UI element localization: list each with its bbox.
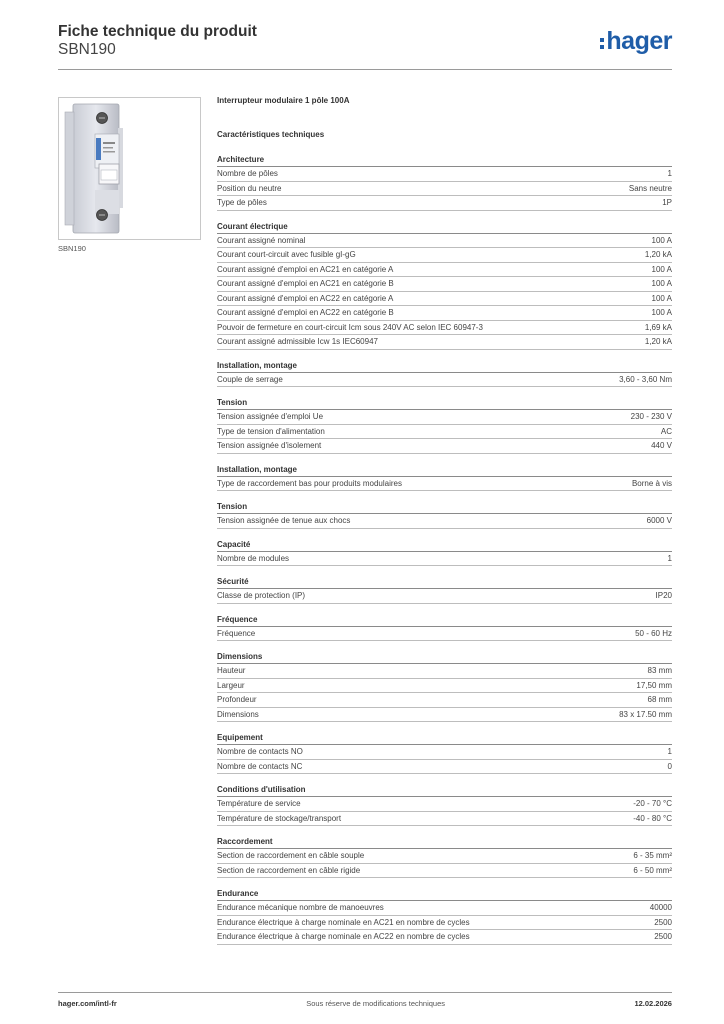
spec-label: Section de raccordement en câble souple	[217, 851, 365, 860]
spec-value: 0	[667, 761, 672, 771]
footer-website[interactable]: hager.com/intl-fr	[58, 999, 117, 1008]
spec-value: 100 A	[651, 235, 672, 245]
spec-label: Profondeur	[217, 695, 257, 704]
spec-label: Position du neutre	[217, 183, 282, 193]
spec-row	[217, 439, 672, 454]
spec-label: Nombre de contacts NC	[217, 761, 303, 771]
spec-group	[217, 153, 672, 211]
spec-label: Courant assigné d'emploi en AC21 en catégorie A	[217, 264, 394, 274]
circuit-switch-illustration	[59, 98, 200, 239]
spec-row	[217, 277, 672, 292]
spec-row	[217, 812, 672, 827]
spec-value: 50 - 60 Hz	[635, 628, 672, 638]
spec-label: Nombre de modules	[217, 553, 290, 563]
spec-group-title: Tension	[217, 396, 672, 410]
spec-row	[217, 864, 672, 879]
spec-value: 100 A	[651, 279, 672, 288]
product-reference: SBN190	[58, 41, 116, 58]
spec-label: Courant assigné admissible Icw 1s IEC60947	[217, 337, 378, 346]
photo-caption: SBN190	[58, 244, 86, 253]
spec-group-title: Sécurité	[217, 575, 672, 589]
spec-row	[217, 167, 672, 182]
spec-value: 83 x 17.50 mm	[619, 709, 672, 719]
section-heading: Caractéristiques techniques	[217, 130, 325, 139]
spec-value: 2500	[654, 917, 672, 927]
spec-group-title: Capacité	[217, 538, 672, 552]
spec-label: Fréquence	[217, 628, 256, 638]
spec-group	[217, 575, 672, 604]
spec-value: 6 - 50 mm²	[633, 865, 672, 875]
spec-row	[217, 514, 672, 529]
spec-group-title: Courant électrique	[217, 220, 672, 234]
spec-group-title: Installation, montage	[217, 463, 672, 477]
spec-label: Type de tension d'alimentation	[217, 426, 325, 436]
spec-label: Classe de protection (IP)	[217, 591, 306, 600]
spec-label: Courant assigné d'emploi en AC21 en catégorie B	[217, 279, 394, 288]
spec-row	[217, 679, 672, 694]
spec-value: 1	[667, 169, 672, 178]
spec-row	[217, 410, 672, 425]
spec-label: Endurance électrique à charge nominale en AC21 en nombre de cycles	[217, 917, 470, 927]
spec-value: 6 - 35 mm²	[633, 851, 672, 860]
spec-value: 100 A	[651, 293, 672, 303]
spec-group-title: Architecture	[217, 153, 672, 167]
spec-group	[217, 731, 672, 774]
spec-label: Courant assigné d'emploi en AC22 en catégorie A	[217, 293, 394, 303]
spec-row	[217, 797, 672, 812]
spec-group	[217, 396, 672, 454]
spec-value: 2500	[654, 932, 672, 941]
spec-value: 1,20 kA	[644, 337, 672, 346]
spec-value: 100 A	[651, 308, 672, 317]
spec-label: Température de service	[217, 799, 301, 808]
spec-group-title: Dimensions	[217, 650, 672, 664]
spec-label: Tension assignée de tenue aux chocs	[217, 516, 351, 525]
spec-label: Tension assignée d'emploi Ue	[217, 412, 324, 421]
spec-row	[217, 182, 672, 197]
spec-group-title: Conditions d'utilisation	[217, 783, 672, 797]
spec-label: Tension assignée d'isolement	[217, 441, 322, 450]
spec-group	[217, 500, 672, 529]
spec-label: Endurance mécanique nombre de manoeuvres	[217, 903, 384, 912]
spec-label: Température de stockage/transport	[217, 813, 342, 823]
spec-value: 1	[667, 747, 672, 756]
page-title: Fiche technique du produit	[58, 23, 257, 40]
spec-row	[217, 477, 672, 492]
spec-value: 1	[667, 553, 672, 563]
spec-label: Pouvoir de fermeture en court-circuit Icm sous 240V AC selon IEC 60947-3	[217, 322, 483, 332]
spec-label: Courant assigné nominal	[217, 235, 306, 245]
spec-group-title: Installation, montage	[217, 359, 672, 373]
spec-row	[217, 321, 672, 336]
spec-value: 40000	[649, 903, 672, 912]
spec-row	[217, 306, 672, 321]
footer-disclaimer: Sous réserve de modifications techniques	[306, 999, 446, 1008]
spec-label: Hauteur	[217, 666, 246, 675]
spec-groups	[217, 153, 672, 945]
spec-row	[217, 335, 672, 350]
spec-row	[217, 292, 672, 307]
specifications	[217, 94, 672, 954]
spec-group	[217, 613, 672, 642]
spec-row	[217, 916, 672, 931]
spec-row	[217, 708, 672, 723]
spec-row	[217, 849, 672, 864]
hager-logo	[600, 26, 672, 56]
spec-value: Sans neutre	[628, 183, 672, 193]
spec-label: Largeur	[217, 680, 245, 690]
spec-value: 100 A	[651, 264, 672, 274]
page-footer	[58, 992, 672, 1008]
spec-row	[217, 901, 672, 916]
spec-group-title: Tension	[217, 500, 672, 514]
logo-text: hager	[606, 26, 672, 55]
spec-label: Nombre de pôles	[217, 169, 278, 178]
spec-value: 3,60 - 3,60 Nm	[619, 374, 672, 384]
spec-group-title: Equipement	[217, 731, 672, 745]
spec-value: 1P	[662, 198, 672, 207]
spec-value: -20 - 70 °C	[633, 799, 672, 808]
spec-label: Nombre de contacts NO	[217, 747, 303, 756]
spec-row	[217, 693, 672, 708]
spec-row	[217, 589, 672, 604]
spec-group	[217, 538, 672, 567]
spec-group	[217, 783, 672, 826]
logo-dots-icon	[600, 38, 604, 49]
spec-value: Borne à vis	[631, 478, 672, 488]
spec-value: 1,69 kA	[644, 322, 672, 332]
spec-group	[217, 359, 672, 388]
spec-group	[217, 463, 672, 492]
spec-value: AC	[660, 426, 672, 436]
spec-group-title: Raccordement	[217, 835, 672, 849]
spec-label: Endurance électrique à charge nominale en AC22 en nombre de cycles	[217, 932, 470, 941]
spec-group-title: Endurance	[217, 887, 672, 901]
spec-row	[217, 248, 672, 263]
product-name: Interrupteur modulaire 1 pôle 100A	[217, 96, 350, 105]
spec-label: Courant court-circuit avec fusible gI-gG	[217, 250, 356, 259]
spec-value: 6000 V	[646, 516, 672, 525]
spec-value: 17,50 mm	[636, 680, 672, 690]
spec-row	[217, 664, 672, 679]
spec-row	[217, 263, 672, 278]
spec-group	[217, 887, 672, 945]
spec-label: Type de raccordement bas pour produits modulaires	[217, 478, 402, 488]
spec-group	[217, 650, 672, 722]
spec-row	[217, 627, 672, 642]
spec-value: 68 mm	[647, 695, 672, 704]
product-photo	[58, 97, 201, 240]
spec-value: IP20	[655, 591, 672, 600]
spec-label: Couple de serrage	[217, 374, 283, 384]
spec-row	[217, 760, 672, 775]
spec-group	[217, 220, 672, 350]
spec-label: Dimensions	[217, 709, 259, 719]
page-header	[58, 22, 672, 70]
spec-value: 440 V	[651, 441, 672, 450]
spec-row	[217, 373, 672, 388]
spec-value: 230 - 230 V	[630, 412, 672, 421]
spec-label: Section de raccordement en câble rigide	[217, 865, 361, 875]
spec-label: Courant assigné d'emploi en AC22 en catégorie B	[217, 308, 394, 317]
spec-row	[217, 745, 672, 760]
spec-value: 1,20 kA	[644, 250, 672, 259]
spec-row	[217, 425, 672, 440]
spec-group-title: Fréquence	[217, 613, 672, 627]
spec-label: Type de pôles	[217, 198, 267, 207]
spec-value: -40 - 80 °C	[633, 813, 672, 823]
spec-row	[217, 234, 672, 249]
spec-row	[217, 196, 672, 211]
spec-row	[217, 930, 672, 945]
spec-value: 83 mm	[647, 666, 672, 675]
spec-group	[217, 835, 672, 878]
spec-row	[217, 552, 672, 567]
footer-date: 12.02.2026	[634, 999, 672, 1008]
